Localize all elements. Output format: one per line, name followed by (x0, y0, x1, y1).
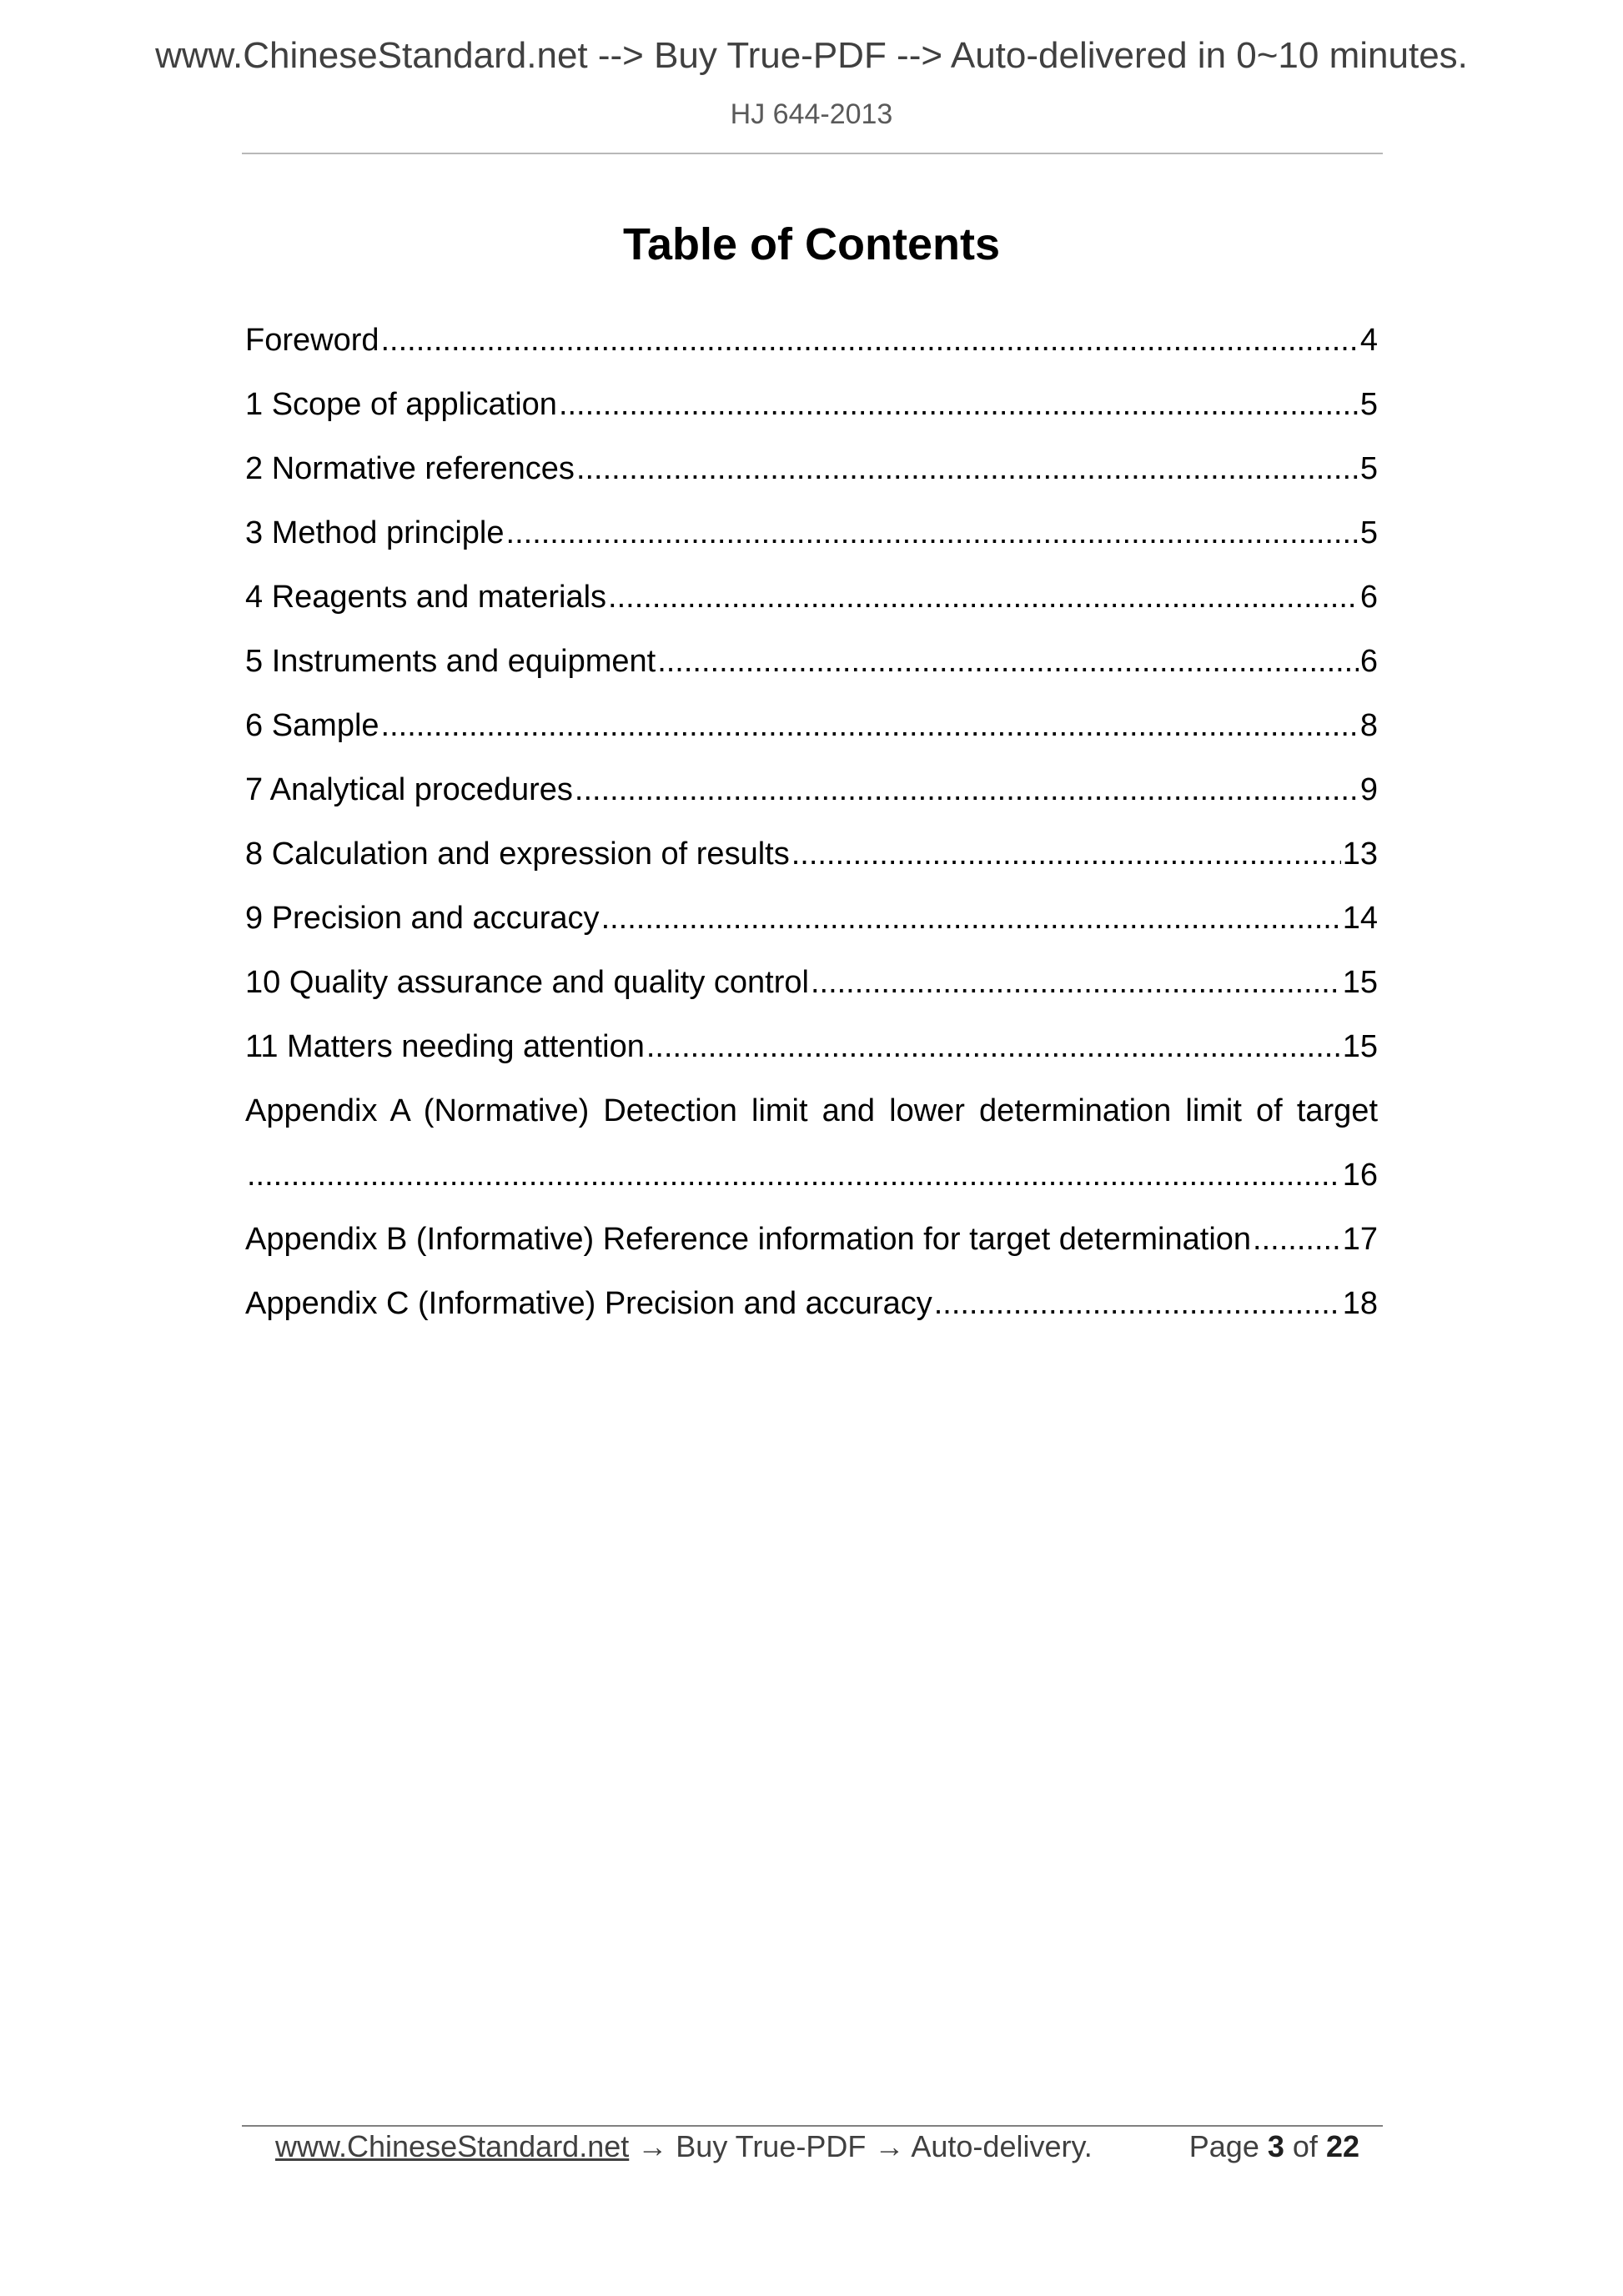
toc-entry-label: Appendix B (Informative) Reference information for target determination (245, 1222, 1252, 1257)
site-banner: www.ChineseStandard.net --> Buy True-PDF --> Auto-delivered in 0~10 minutes. (155, 35, 1468, 76)
toc-entry-analytical-procedures[interactable] (245, 771, 1378, 835)
toc-entry-reagents[interactable] (245, 578, 1378, 642)
toc-entry-label: 7 Analytical procedures (245, 772, 573, 807)
toc-entry-page: 6 (1359, 580, 1378, 615)
toc-entry-page: 5 (1359, 515, 1378, 550)
toc-entry-page: 6 (1359, 644, 1378, 679)
toc-entry-foreword[interactable] (245, 321, 1378, 385)
toc-entry-quality-assurance[interactable] (245, 963, 1378, 1027)
toc-entry-page: 5 (1359, 387, 1378, 422)
toc-entry-label: 11 Matters needing attention (245, 1029, 645, 1064)
toc-leader-dots (381, 321, 1359, 359)
toc-leader-dots (934, 1284, 1341, 1323)
page-number (1189, 2129, 1359, 2164)
document-code: HJ 644-2013 (730, 98, 893, 130)
toc-leader-dots (247, 1156, 1341, 1194)
toc-leader-dots (506, 514, 1359, 552)
toc-entry-matters-needing-attention[interactable] (245, 1027, 1378, 1092)
toc-entry-label: 10 Quality assurance and quality control (245, 965, 809, 1000)
footer-site-link[interactable]: www.ChineseStandard.net (275, 2129, 630, 2163)
footer-promo (275, 2129, 1093, 2164)
toc-entry-precision[interactable] (245, 899, 1378, 963)
total-pages: 22 (1325, 2129, 1359, 2163)
arrow-right-icon: → (874, 2129, 905, 2163)
toc-entry-method-principle[interactable] (245, 514, 1378, 578)
toc-leader-dots (608, 578, 1359, 616)
footer-buy-text: Buy True-PDF (676, 2129, 867, 2163)
toc-entry-sample[interactable] (245, 706, 1378, 771)
toc-leader-dots (811, 963, 1341, 1002)
toc-entry-page: 14 (1342, 901, 1378, 936)
table-of-contents (245, 321, 1378, 1349)
toc-leader-dots (576, 450, 1359, 488)
toc-entry-label: 2 Normative references (245, 451, 575, 486)
of-word: of (1292, 2129, 1318, 2163)
toc-entry-normative-references[interactable] (245, 450, 1378, 514)
toc-entry-label: 3 Method principle (245, 515, 505, 550)
toc-leader-dots (646, 1027, 1341, 1066)
toc-leader-dots (1253, 1220, 1341, 1259)
toc-entry-page: 18 (1342, 1286, 1378, 1321)
toc-entry-label: 1 Scope of application (245, 387, 557, 422)
toc-entry-label: Foreword (245, 323, 379, 358)
toc-title: Table of Contents (623, 219, 1000, 269)
current-page: 3 (1267, 2129, 1284, 2163)
toc-entry-label: 6 Sample (245, 708, 379, 743)
arrow-right-icon: → (637, 2129, 668, 2163)
toc-leader-dots (381, 706, 1359, 745)
toc-entry-label: 9 Precision and accuracy (245, 901, 600, 936)
toc-entry-label: Appendix C (Informative) Precision and accuracy (245, 1286, 932, 1321)
toc-entry-appendix-a-label[interactable] (245, 1092, 1378, 1156)
toc-entry-label: 8 Calculation and expression of results (245, 837, 790, 872)
toc-entry-page: 15 (1342, 965, 1378, 1000)
footer-divider (242, 2125, 1383, 2127)
toc-entry-page: 16 (1342, 1158, 1378, 1193)
toc-entry-page: 5 (1359, 451, 1378, 486)
toc-entry-page: 4 (1359, 323, 1378, 358)
footer-delivery-text: Auto-delivery. (911, 2129, 1093, 2163)
toc-entry-appendix-a-page[interactable] (245, 1156, 1378, 1220)
toc-leader-dots (657, 642, 1359, 681)
toc-leader-dots (575, 771, 1359, 809)
toc-leader-dots (559, 385, 1359, 424)
toc-entry-label: 5 Instruments and equipment (245, 644, 656, 679)
toc-entry-instruments[interactable] (245, 642, 1378, 706)
toc-entry-page: 8 (1359, 708, 1378, 743)
toc-leader-dots (791, 835, 1341, 873)
toc-entry-appendix-b[interactable] (245, 1220, 1378, 1284)
toc-leader-dots (601, 899, 1341, 937)
toc-entry-appendix-c[interactable] (245, 1284, 1378, 1349)
toc-entry-scope[interactable] (245, 385, 1378, 450)
toc-entry-label: Appendix A (Normative) Detection limit and lower determination limit of target (245, 1093, 1378, 1128)
toc-entry-page: 9 (1359, 772, 1378, 807)
toc-entry-page: 13 (1342, 837, 1378, 872)
toc-entry-page: 17 (1342, 1222, 1378, 1257)
header-divider (242, 153, 1383, 154)
toc-entry-calculation[interactable] (245, 835, 1378, 899)
page-word: Page (1188, 2129, 1259, 2163)
toc-entry-label: 4 Reagents and materials (245, 580, 607, 615)
toc-entry-page: 15 (1342, 1029, 1378, 1064)
page-footer (275, 2129, 1359, 2171)
